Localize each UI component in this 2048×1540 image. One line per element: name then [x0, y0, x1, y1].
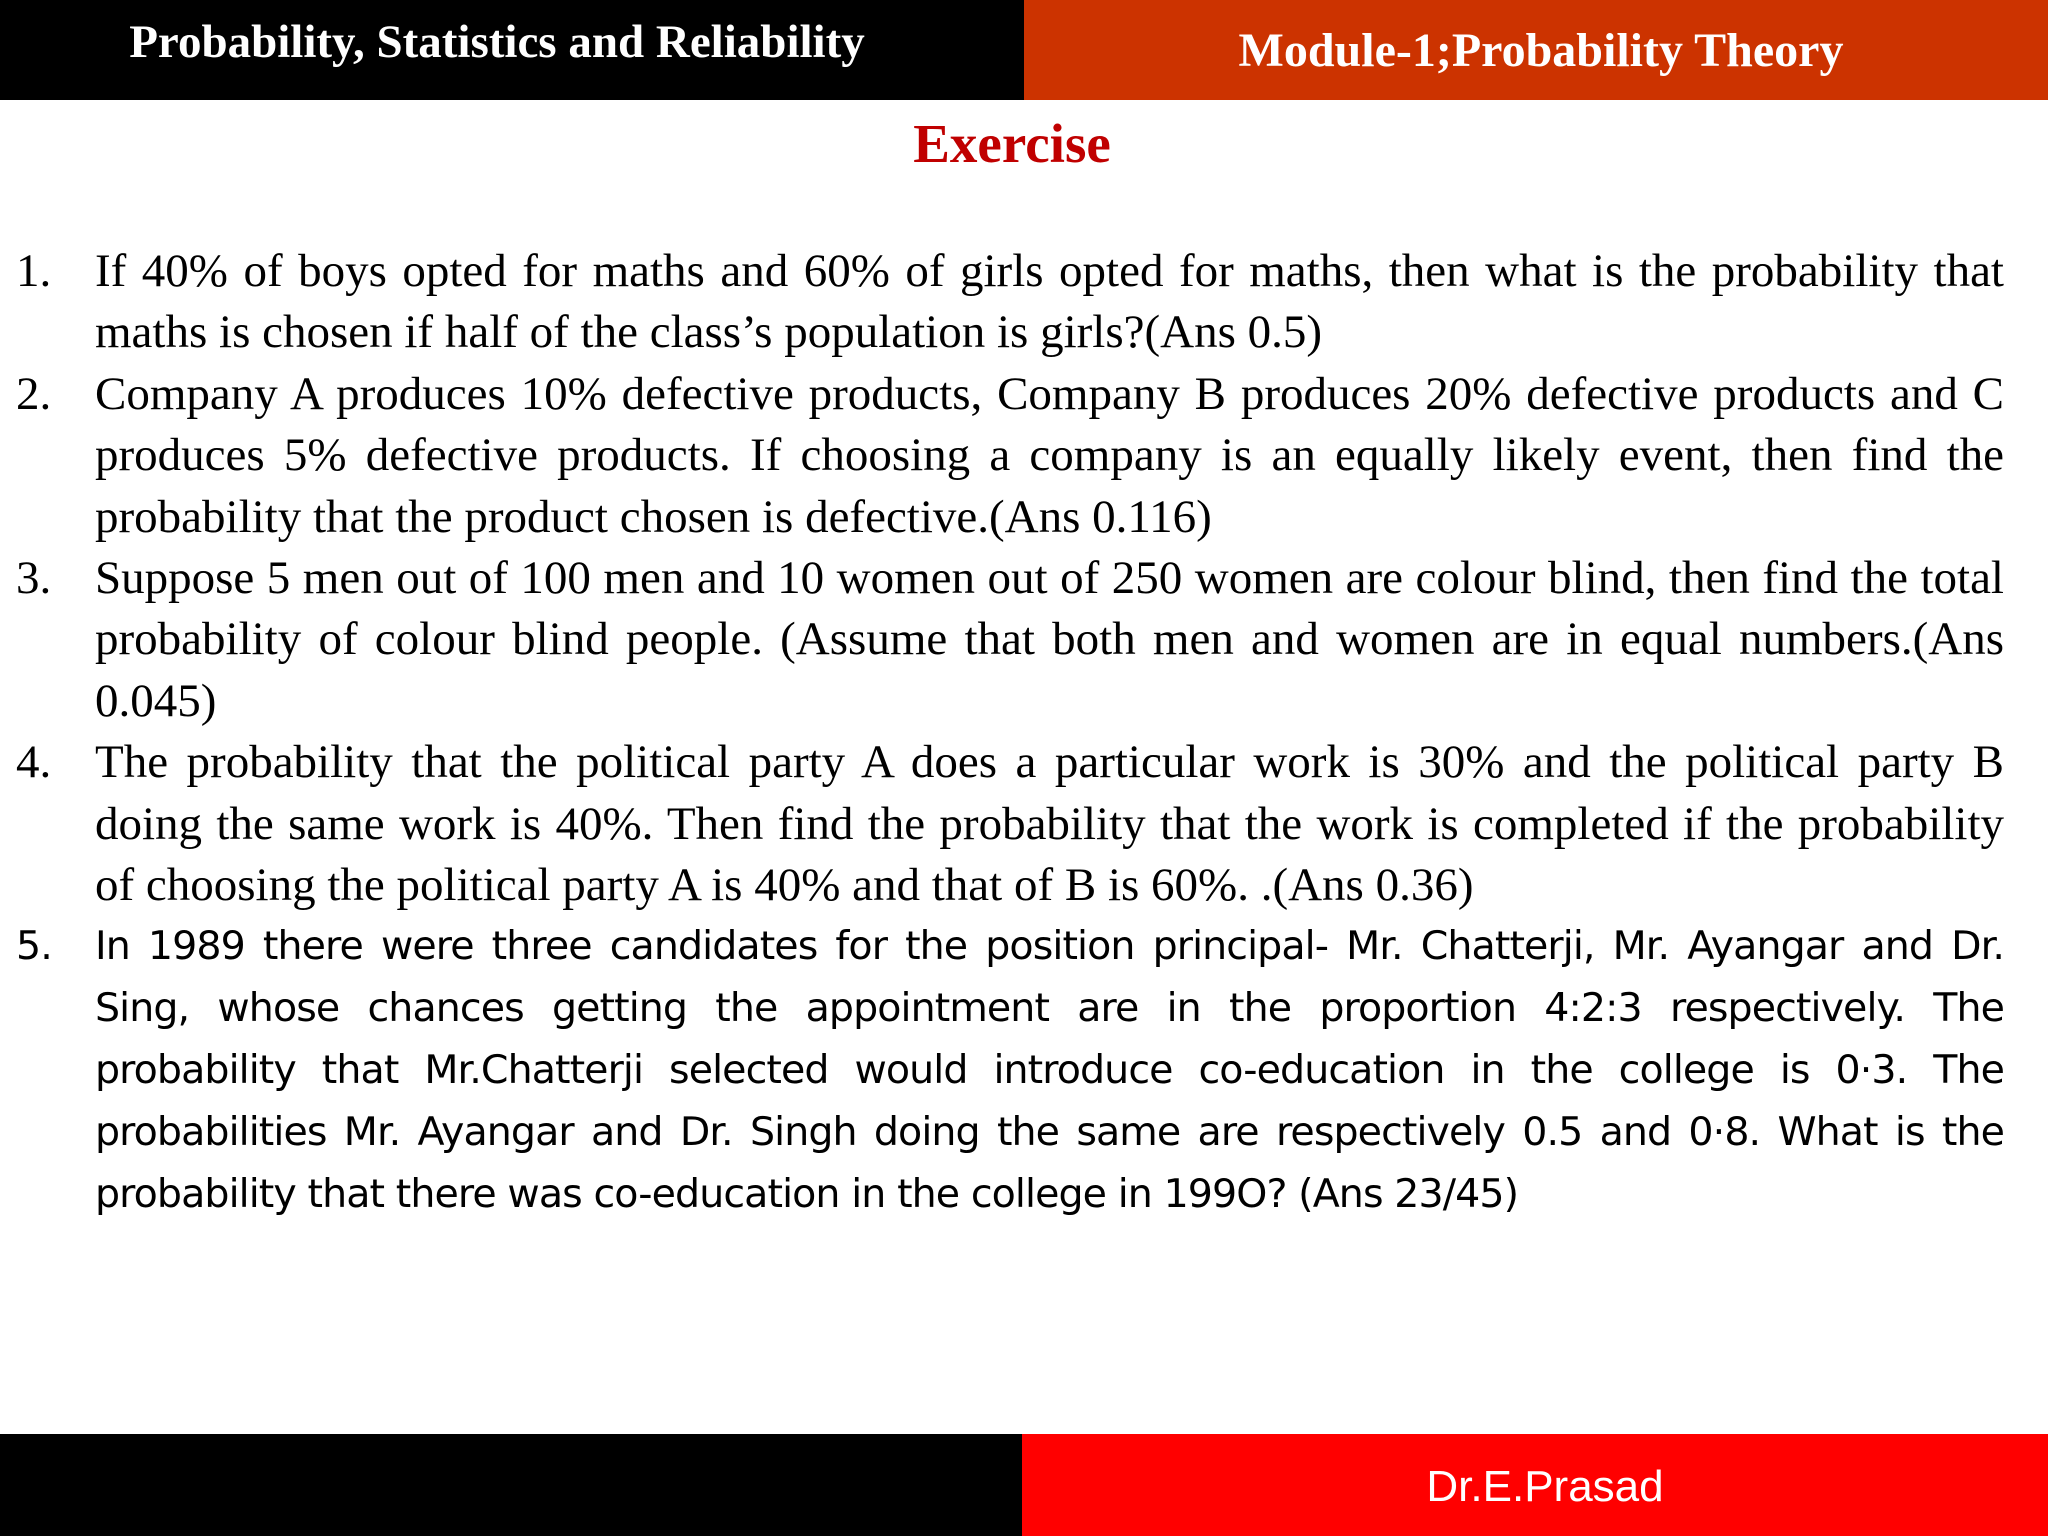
exercise-number: 1. [16, 245, 52, 297]
exercise-item-1 [16, 241, 2004, 364]
exercise-list [16, 241, 2004, 1225]
module-title: Module-1;Probability Theory [1238, 24, 1844, 77]
exercise-text: If 40% of boys opted for maths and 60% of girls opted for maths, then what is the probability that maths is chosen if half of the class’s population is girls?(Ans 0.5) [95, 245, 2004, 359]
course-title: Probability, Statistics and Reliability [129, 16, 865, 68]
exercise-item-3 [16, 548, 2004, 732]
exercise-text: Company A produces 10% defective products, Company B produces 20% defective products and C produces 5% defective products. If choosing a company is an equally likely event, then find the probability that the product chosen is defective.(Ans 0.116) [95, 367, 2004, 543]
exercise-item-4 [16, 732, 2004, 916]
exercise-number: 2. [16, 367, 52, 420]
module-title-banner [1024, 0, 2048, 100]
exercise-number: 5. [16, 923, 52, 970]
page-title: Exercise [913, 113, 1111, 174]
exercise-text: The probability that the political party A does a particular work is 30% and the political party B doing the same work is 40%. Then find the probability that the work is completed if the probability of choosing the political party A is 40% and that of B is 60%. .(Ans 0.36) [95, 736, 2004, 912]
exercise-text: In 1989 there were three candidates for the position principal- Mr. Chatterji, Mr. Ayangar and Dr. Sing, whose chances getting the appointment are in the proportion 4:2:3 respectively. The probability that Mr.Chatterji selected would introduce co-education in the college is 0·3. The probabilities Mr. Ayangar and Dr. Singh doing the same are respectively 0.5 and 0·8. What is the probability that there was co-education in the college in 199O? (Ans 23/45) [95, 923, 2004, 1217]
exercise-text: Suppose 5 men out of 100 men and 10 women out of 250 women are colour blind, then find the total probability of colour blind people. (Assume that both men and women are in equal numbers.(Ans 0.045) [95, 552, 2004, 727]
course-title-banner [0, 0, 1024, 100]
author-name: Dr.E.Prasad [1426, 1462, 1664, 1511]
footer-author-banner [1022, 1434, 2048, 1536]
exercise-item-2 [16, 364, 2004, 548]
footer-left-bar [0, 1434, 1022, 1536]
exercise-number: 4. [16, 736, 52, 789]
exercise-item-5 [16, 916, 2004, 1225]
exercise-number: 3. [16, 552, 52, 605]
